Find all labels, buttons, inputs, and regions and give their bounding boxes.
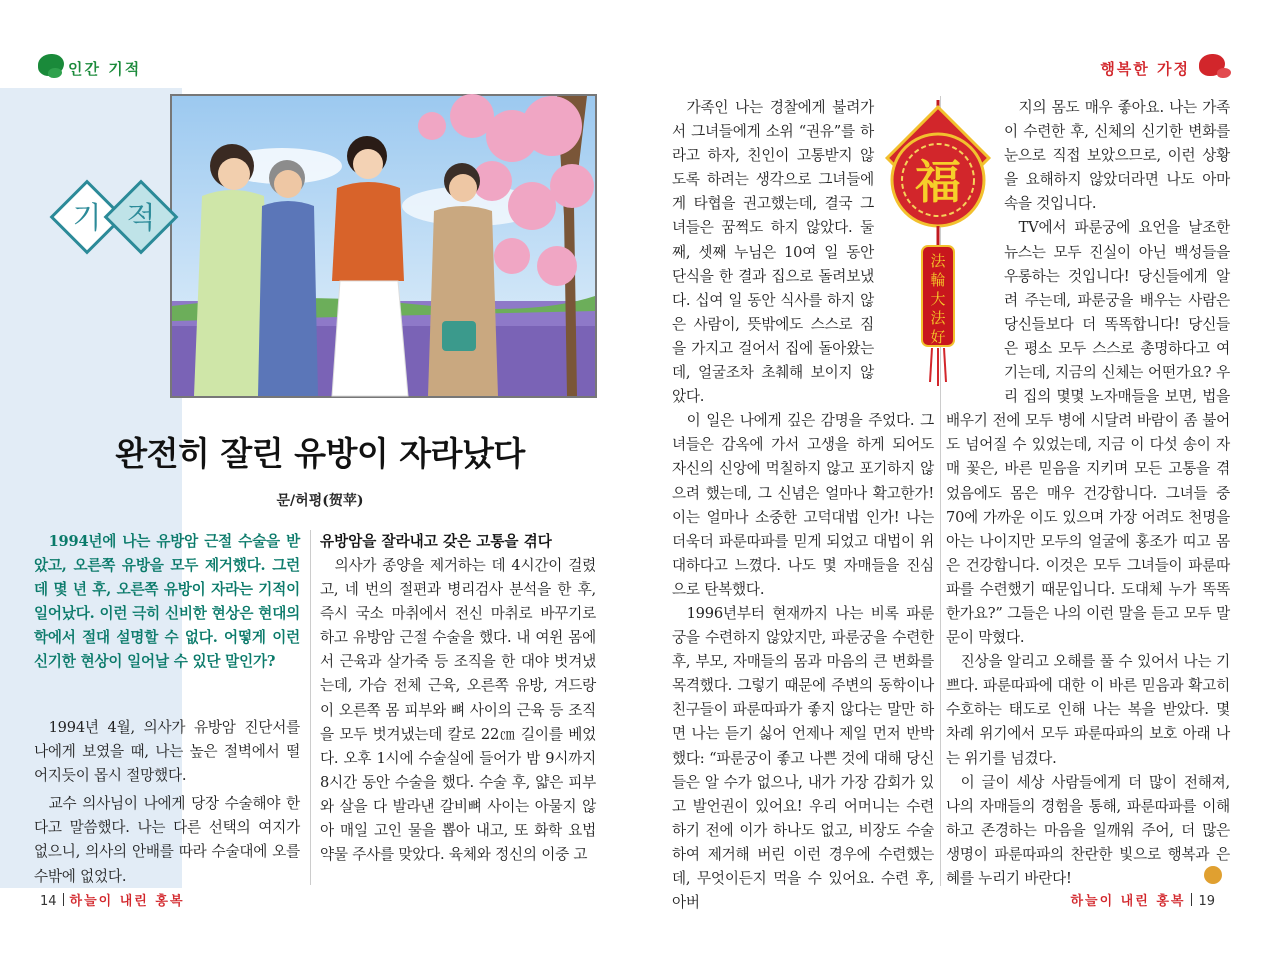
article-title: 완전히 잘린 유방이 자라났다	[115, 434, 525, 473]
banner-char: 輪	[930, 271, 946, 289]
intro-lead: 1994년에 나는 유방암 근절 수술을 받았고, 오른쪽 유방을 모두 제거했다. 그런데 몇 년 후, 오른쪽 유방이 자라는 기적이 일어났다. 이런 극히 신비한 현상은 현대의학에서 절대 설명할 수 없다. 어떻게 이런 신기한 현상이 일어날 수 있단 말인가?	[34, 533, 300, 671]
paragraph: 1994년 4월, 의사가 유방암 진단서를 나에게 보였을 때, 나는 높은 절벽에서 떨어지듯이 몹시 절망했다.	[34, 719, 300, 785]
section-header: 행복한 가정	[1100, 60, 1190, 78]
left-page	[0, 0, 632, 978]
section-header: 인간 기적	[68, 60, 142, 78]
paragraph: TV에서 파룬궁에 요언을 날조한 뉴스는 모두 진실이 아닌 백성들을 우롱하는 것입니다! 당신들에게 알려 주는데, 파룬궁을 배우는 사람은 당신들보다 더 똑똑합니다! 당신들은 평소 모두 스스로 총명하다고 여기는데, 지금의 신체는 어떤가요? 우리 집의 몇몇 노자매들을 보면, 법을 배우기 전에 모두 병에 시달려 바람이 좀 불어도 넘어질 수 있었는데, 지금 이 다섯 송이 자매 꽃은, 바른 믿음을 지키며 모든 고통을 겪었음에도 몸은 매우 건강합니다. 그녀들 중 70에 가까운 이도 있으며 가장 어려도 천명을 아는 나이지만 모두의 얼굴에 홍조가 띠고 몸은 건강합니다. 이것은 모두 그녀들이 파룬따파를 수련했기 때문입니다. 도대체 누가 똑똑한가요?” 그들은 나의 이런 말을 듣고 모두 말문이 막혔다.	[946, 219, 1230, 647]
right-column	[320, 530, 596, 888]
page-footer	[40, 890, 185, 909]
fu-knot-ornament	[872, 100, 1004, 390]
magazine-title: 하늘이 내린 홍복	[1070, 894, 1186, 909]
page-footer	[1070, 890, 1215, 909]
paragraph: 이 글이 세상 사람들에게 더 많이 전해져, 나의 자매들의 경험을 통해, 파룬따파를 이해하고 존경하는 마음을 일깨워 주어, 더 많은 생명이 파룬따파의 찬란한 빛으로 행복과 은혜를 누리기 바란다!	[946, 773, 1230, 887]
paragraph: 의사가 종양을 제거하는 데 4시간이 걸렸고, 네 번의 절편과 병리검사 분석을 한 후, 즉시 국소 마취에서 전신 마취로 바꾸기로 하고 유방암 근절 수술을 했다. 내 여윈 몸에서 근육과 살가죽 등 조직을 한 대야 벗겨냈는데, 가슴 전체 근육, 오른쪽 유방, 겨드랑이 오른쪽 몸 피부와 뼈 사이의 근육 등 조직을 모두 벗겨냈는데 칼로 22㎝ 길이를 베었다. 오후 1시에 수술실에 들어가 밤 9시까지 8시간 동안 수술을 했다. 수술 후, 얇은 피부와 살을 다 발라낸 갈비뼈 사이는 아물지 않아 매일 고인 물을 뽑아 내고, 또 화학 요법 약물 주사를 맞았다. 육체와 정신의 이중 고	[320, 557, 596, 864]
banner-char: 大	[930, 290, 946, 308]
page-number: 14	[40, 894, 57, 909]
page-number: 19	[1198, 894, 1215, 909]
footer-divider	[63, 893, 64, 906]
badge-char: 적	[126, 201, 156, 236]
paragraph: 이 일은 나에게 깊은 감명을 주었다. 그녀들은 감옥에 가서 고생을 하게 되어도 자신의 신앙에 먹칠하지 않고 포기하지 않으려 했는데, 그 신념은 얼마나 확고한가! 이는 얼마나 소중한 고덕대법 인가! 나는 더욱더 파룬따파를 믿게 되었고 대법이 위대하다고 느꼈다. 나도 몇 자매들을 진심으로 탄복했다.	[672, 412, 934, 598]
right-page	[632, 0, 1265, 978]
byline: 문/허평(贺苹)	[276, 493, 364, 509]
fu-character: 福	[915, 155, 961, 209]
banner-char: 法	[930, 309, 946, 327]
magazine-title: 하늘이 내린 홍복	[69, 894, 185, 909]
end-mark-icon	[1204, 866, 1222, 884]
footer-divider	[1191, 893, 1192, 906]
flower-blob-icon	[1217, 68, 1231, 78]
paragraph: 진상을 알리고 오해를 풀 수 있어서 나는 기쁘다. 파룬따파에 대한 이 바른 믿음과 확고히 수호하는 태도로 인해 나는 복을 받았다. 몇 차례 위기에서 모두 파룬따파의 보호 아래 나는 위기를 넘겼다.	[946, 653, 1230, 767]
subheading: 유방암을 잘라내고 갖은 고통을 겪다	[320, 533, 552, 550]
illustration-four-women	[170, 94, 597, 398]
paragraph: 1996년부터 현재까지 나는 비록 파룬궁을 수련하지 않았지만, 파룬궁을 수련한 후, 부모, 자매들의 몸과 마음의 큰 변화를 목격했다. 그렇기 때문에 주변의 동학이나 친구들이 파룬따파가 좋지 않다는 말만 하면 나는 듣기 싫어 언제나 제일 먼저 반박했다: “파룬궁이 좋고 나쁜 것에 대해 당신들은 알 수가 없으나, 내가 가장 감회가 있고 발언권이 있어요! 우리 어머니는 수련하기 전에 이가 하나도 없고, 비장도 수술하여 제거해 버린 이런 경우에 수련했는데, 무엇이든지 먹을 수 있어요. 수련 후, 아버	[672, 604, 934, 912]
badge-char: 기	[72, 201, 102, 236]
miracle-badge	[48, 178, 178, 278]
banner-char: 好	[930, 328, 946, 346]
left-column	[34, 716, 300, 886]
flower-blob-icon	[48, 68, 62, 78]
paragraph: 교수 의사님이 나에게 당장 수술해야 한다고 말씀했다. 나는 다른 선택의 여지가 없으니, 의사의 안배를 따라 수술대에 오를 수밖에 없었다.	[34, 795, 300, 885]
paragraph: 지의 몸도 매우 좋아요. 나는 가족이 수련한 후, 신체의 신기한 변화를 눈으로 직접 보았으므로, 이런 상황을 요해하지 않았더라면 나도 아마 속을 것입니다.	[1004, 99, 1230, 213]
paragraph: 가족인 나는 경찰에게 불려가서 그녀들에게 소위 “권유”를 하라고 하자, 친인이 고통받지 않도록 하려는 생각으로 그녀들에게 타협을 권고했는데, 결국 그녀들은 꿈쩍도 하지 않았다. 둘째, 셋째 누님은 10여 일 동안 단식을 한 결과 집으로 돌려보냈다. 십여 일 동안 식사를 하지 않은 사람이, 뜻밖에도 스스로 짐을 가지고 걸어서 집에 돌아왔는데, 얼굴조차 초췌해 보이지 않았다.	[672, 99, 874, 406]
banner-char: 法	[930, 252, 946, 270]
column-divider	[310, 530, 311, 885]
